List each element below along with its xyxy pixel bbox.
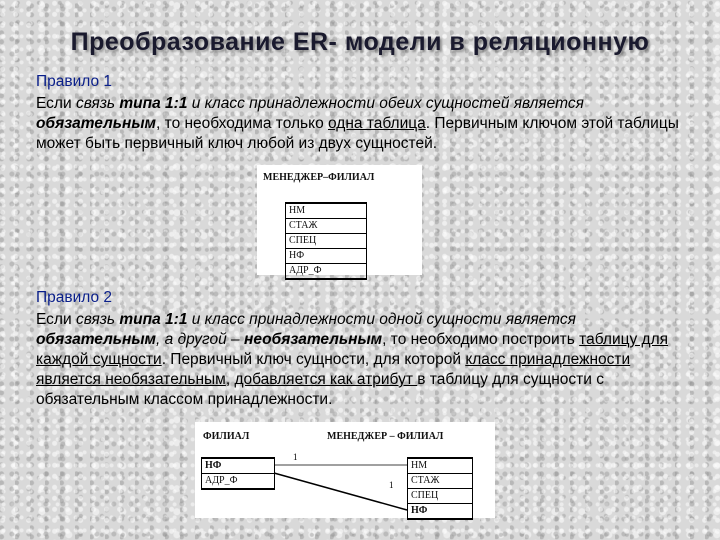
table-row: НМ [408,457,472,474]
table-row: НФ [202,457,274,474]
cardinality-label-bottom: 1 [389,480,394,490]
relationship-line [195,422,495,518]
table-row: АДР_Ф [202,474,274,490]
rule2-text: Если связь типа 1:1 и класс принадлежности одной сущности является обязательным, а другой – необязательным, то необходимо построить таблицу для каждой сущности. Первичный ключ сущности, для которой класс принадлежности является необязательным, добавляется как атрибут в таблицу для сущности с обязательным классом принадлежности. [36,311,669,408]
table-row: СТАЖ [286,219,366,234]
table-row: СПЕЦ [286,234,366,249]
figure2-diagram [195,422,495,518]
rule1-text: Если связь типа 1:1 и класс принадлежности обеих сущностей является обязательным, то необходима только одна таблица. Первичным ключом этой таблицы может быть первичный ключ любой из двух сущностей. [36,95,679,152]
table-row: СПЕЦ [408,489,472,504]
table-row: СТАЖ [408,474,472,489]
figure2-right-header: МЕНЕДЖЕР – ФИЛИАЛ [327,431,444,442]
figure2-left-header: ФИЛИАЛ [203,431,250,442]
table-row: НФ [408,504,472,520]
figure1-table [285,202,367,280]
table-row: НФ [286,249,366,264]
connector-line [274,473,407,510]
slide-title: Преобразование ER- модели в реляционную [70,28,650,56]
figure1-diagram [257,165,422,275]
cardinality-label-top: 1 [293,452,298,462]
figure1-header: МЕНЕДЖЕР–ФИЛИАЛ [263,172,375,183]
table-row: АДР_Ф [286,264,366,280]
table-row: НМ [286,202,366,219]
rule2-heading: Правило 2 [36,289,113,306]
rule1-heading: Правило 1 [36,73,113,90]
